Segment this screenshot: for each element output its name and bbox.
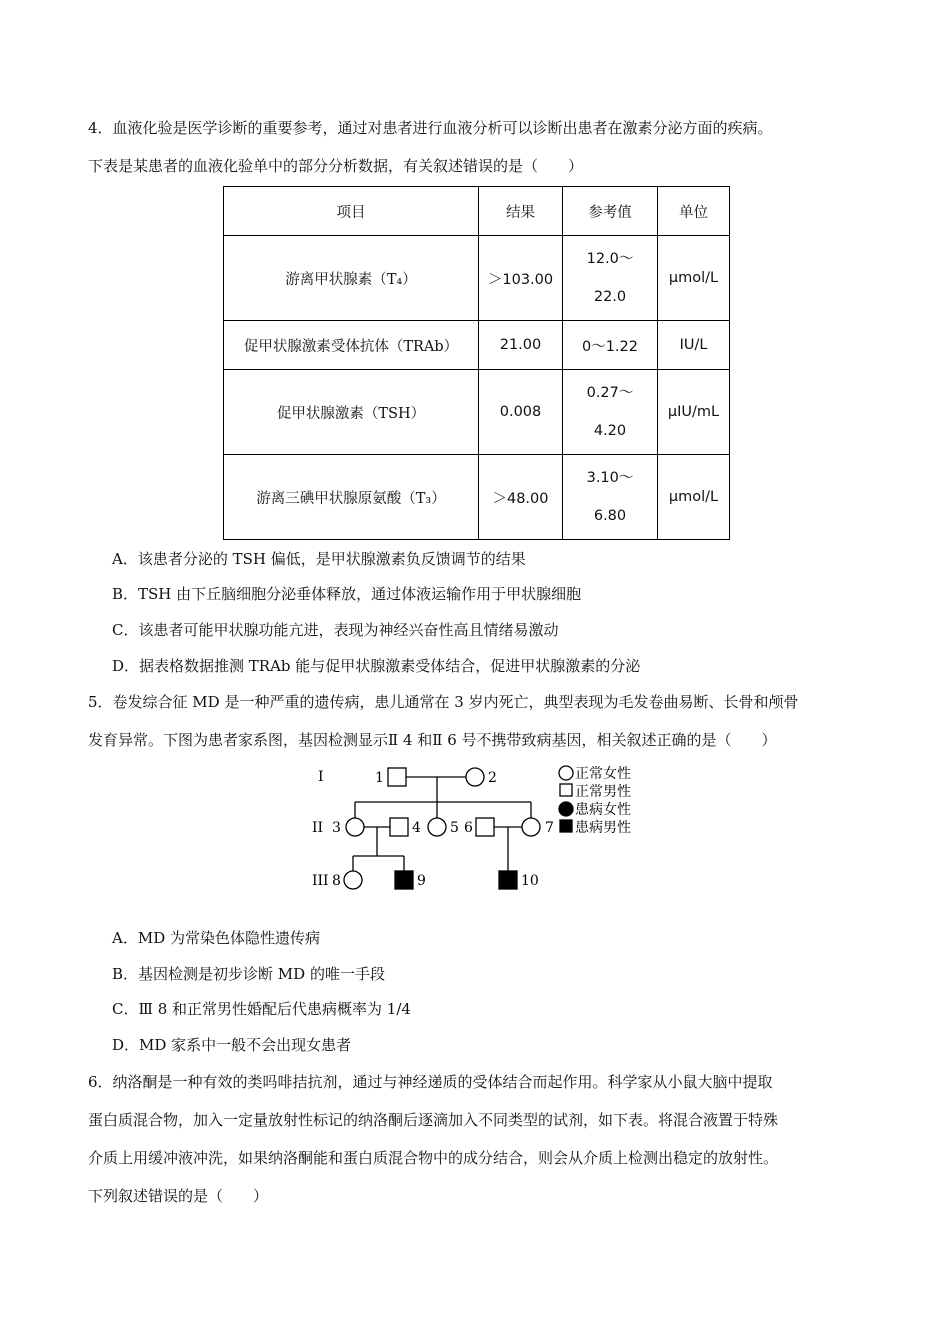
q4-option-d: D．据表格数据推测 TRAb 能与促甲状腺激素受体结合，促进甲状腺激素的分泌 xyxy=(112,657,641,675)
table-row xyxy=(224,370,730,455)
header-unit: 单位 xyxy=(658,187,730,236)
individual-number-7: 7 xyxy=(545,820,554,836)
q4-option-c: C．该患者可能甲状腺功能亢进，表现为神经兴奋性高且情绪易激动 xyxy=(112,621,559,639)
cell-result: 21.00 xyxy=(479,321,563,370)
table-row xyxy=(224,321,730,370)
pedigree-chart xyxy=(300,758,660,898)
pedigree-individual-3 xyxy=(346,818,364,836)
ref-low: 3.10～ xyxy=(586,470,634,486)
individual-number-1: 1 xyxy=(375,770,384,786)
q5-option-c: C．Ⅲ 8 和正常男性婚配后代患病概率为 1/4 xyxy=(112,1000,411,1018)
cell-unit: μmol/L xyxy=(658,455,730,540)
cell-reference xyxy=(563,236,658,321)
cell-unit: IU/L xyxy=(658,321,730,370)
header-reference: 参考值 xyxy=(563,187,658,236)
ref-low: 0.27～ xyxy=(586,385,634,401)
legend-affected-female: 患病女性 xyxy=(575,802,631,818)
cell-result: ＞103.00 xyxy=(479,236,563,321)
q4-option-b: B．TSH 由下丘脑细胞分泌垂体释放，通过体液运输作用于甲状腺细胞 xyxy=(112,585,582,603)
table-row xyxy=(224,455,730,540)
cell-reference xyxy=(563,455,658,540)
q6-stem-line2: 蛋白质混合物，加入一定量放射性标记的纳洛酮后逐滴加入不同类型的试剂，如下表。将混合液置于特殊 xyxy=(88,1111,779,1129)
generation-label-1: I xyxy=(318,769,324,785)
q5-stem-line2: 发育异常。下图为患者家系图，基因检测显示Ⅱ 4 和Ⅱ 6 号不携带致病基因，相关叙述正确的是（ ） xyxy=(88,731,777,749)
legend-affected-female-icon xyxy=(559,802,573,816)
pedigree-individual-8 xyxy=(344,871,362,889)
individual-number-2: 2 xyxy=(488,770,497,786)
cell-reference: 0～1.22 xyxy=(563,321,658,370)
individual-number-10: 10 xyxy=(521,873,539,889)
cell-item: 游离甲状腺素（T₄） xyxy=(224,236,479,321)
q4-stem-line1: 4．血液化验是医学诊断的重要参考，通过对患者进行血液分析可以诊断出患者在激素分泌方面的疾病。 xyxy=(88,119,773,137)
q4-option-a: A．该患者分泌的 TSH 偏低，是甲状腺激素负反馈调节的结果 xyxy=(112,550,526,568)
cell-item: 游离三碘甲状腺原氨酸（T₃） xyxy=(224,455,479,540)
header-item: 项目 xyxy=(224,187,479,236)
generation-label-3: III xyxy=(312,873,329,889)
cell-item: 促甲状腺激素受体抗体（TRAb） xyxy=(224,321,479,370)
ref-high: 6.80 xyxy=(593,508,627,524)
cell-result: 0.008 xyxy=(479,370,563,455)
cell-result: ＞48.00 xyxy=(479,455,563,540)
individual-number-8: 8 xyxy=(332,873,341,889)
q5-stem-line1: 5．卷发综合征 MD 是一种严重的遗传病，患儿通常在 3 岁内死亡，典型表现为毛发卷曲易断、长骨和颅骨 xyxy=(88,693,799,711)
table-row xyxy=(224,236,730,321)
pedigree-individual-9 xyxy=(395,871,413,889)
individual-number-6: 6 xyxy=(464,820,473,836)
q6-stem-line4: 下列叙述错误的是（ ） xyxy=(88,1187,269,1205)
legend-normal-female: 正常女性 xyxy=(575,766,631,782)
individual-number-9: 9 xyxy=(417,873,426,889)
q6-stem-line1: 6．纳洛酮是一种有效的类吗啡拮抗剂，通过与神经递质的受体结合而起作用。科学家从小鼠大脑中提取 xyxy=(88,1073,773,1091)
pedigree-individual-1 xyxy=(388,768,406,786)
ref-high: 4.20 xyxy=(593,423,627,439)
legend-affected-male-icon xyxy=(560,820,572,832)
pedigree-individual-4 xyxy=(390,818,408,836)
header-result: 结果 xyxy=(479,187,563,236)
q5-option-b: B．基因检测是初步诊断 MD 的唯一手段 xyxy=(112,965,385,983)
pedigree-individual-10 xyxy=(499,871,517,889)
individual-number-4: 4 xyxy=(412,820,421,836)
legend-normal-male: 正常男性 xyxy=(575,784,631,800)
table-header-row xyxy=(224,187,730,236)
q5-option-a: A．MD 为常染色体隐性遗传病 xyxy=(112,929,320,947)
individual-number-3: 3 xyxy=(332,820,341,836)
cell-unit: μmol/L xyxy=(658,236,730,321)
ref-high: 22.0 xyxy=(593,289,627,305)
legend-affected-male: 患病男性 xyxy=(575,820,631,836)
legend-normal-male-icon xyxy=(560,784,572,796)
cell-unit: μIU/mL xyxy=(658,370,730,455)
q6-stem-line3: 介质上用缓冲液冲洗，如果纳洛酮能和蛋白质混合物中的成分结合，则会从介质上检测出稳定的放射性。 xyxy=(88,1149,779,1167)
ref-low: 12.0～ xyxy=(586,251,634,267)
blood-test-table xyxy=(223,186,730,540)
pedigree-individual-2 xyxy=(466,768,484,786)
cell-item: 促甲状腺激素（TSH） xyxy=(224,370,479,455)
pedigree-individual-7 xyxy=(522,818,540,836)
pedigree-individual-6 xyxy=(476,818,494,836)
q5-option-d: D．MD 家系中一般不会出现女患者 xyxy=(112,1036,352,1054)
cell-reference xyxy=(563,370,658,455)
pedigree-individual-5 xyxy=(428,818,446,836)
individual-number-5: 5 xyxy=(450,820,459,836)
generation-label-2: II xyxy=(312,820,324,836)
q4-stem-line2: 下表是某患者的血液化验单中的部分分析数据，有关叙述错误的是（ ） xyxy=(88,157,584,175)
legend-normal-female-icon xyxy=(559,766,573,780)
